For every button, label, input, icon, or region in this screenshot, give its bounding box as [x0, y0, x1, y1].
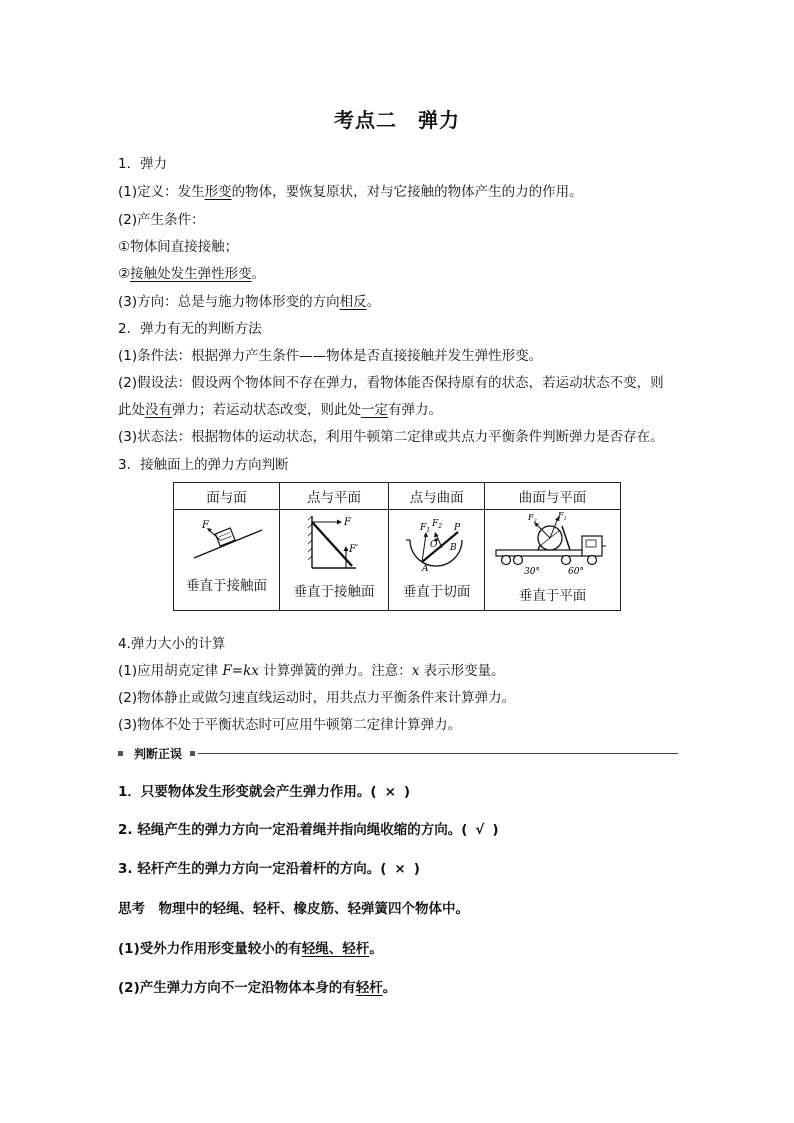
think-prompt: 思考 物理中的轻绳、轻杆、橡皮筋、轻弹簧四个物体中。 — [118, 901, 469, 917]
section-1-heading: 1．弹力 — [118, 156, 168, 172]
table-header: 点与曲面 — [389, 483, 485, 510]
table-cell-curve-plane — [485, 510, 621, 611]
condition-2: ②接触处发生弹性形变。 — [118, 266, 266, 282]
judge-q1: 1．只要物体发生形变就会产生弹力作用。( × ) — [118, 784, 411, 800]
blank-answer: 接触处发生弹性形变 — [130, 266, 252, 282]
judge-label: 判断正误 — [130, 745, 186, 762]
answer-mark: √ — [475, 822, 485, 838]
point-label: O — [429, 540, 437, 550]
method-1: (1)条件法：根据弹力产生条件——物体是否直接接触并发生弹性形变。 — [118, 348, 543, 364]
table-cell-point-plane — [279, 510, 388, 611]
truck-cylinder-diagram — [488, 510, 618, 578]
force-label: $F_2$ — [527, 513, 537, 524]
bowl-rod-diagram — [392, 510, 482, 574]
bar-square-icon — [118, 751, 123, 756]
point-label: P — [453, 523, 460, 533]
blank-answer: 轻杆 — [355, 980, 383, 996]
method-2a: (2)假设法：假设两个物体间不存在弹力，看物体能否保持原有的状态，若运动状态不变，则 — [118, 375, 664, 391]
judge-q2: 2. 轻绳产生的弹力方向一定沿着绳并指向绳收缩的方向。( √ ) — [118, 822, 499, 838]
blank-answer: 没有 — [145, 402, 172, 418]
blank-answer: 一定 — [361, 402, 388, 418]
condition-heading: (2)产生条件： — [118, 212, 205, 228]
direction-table — [173, 482, 621, 611]
point-label: A — [421, 564, 429, 574]
blank-answer: 轻绳、轻杆 — [301, 941, 370, 957]
bar-square-icon — [190, 751, 195, 756]
incline-block-diagram — [176, 510, 276, 568]
section-2-heading: 2．弹力有无的判断方法 — [118, 321, 262, 337]
judge-section-bar — [118, 745, 678, 763]
force-label: $F_2$ — [431, 519, 442, 530]
table-header: 曲面与平面 — [485, 483, 621, 510]
definition-line: (1)定义：发生形变的物体，要恢复原状，对与它接触的物体产生的力的作用。 — [118, 184, 583, 200]
direction-line: (3)方向：总是与施力物体形变的方向相反。 — [118, 294, 381, 310]
method-2b: 此处没有弹力；若运动状态改变，则此处一定有弹力。 — [118, 402, 442, 418]
table-caption: 垂直于切面 — [402, 584, 471, 600]
method-3: (3)状态法：根据物体的运动状态，利用牛顿第二定律或共点力平衡条件判断弹力是否存在。 — [118, 429, 664, 445]
blank-answer: 形变 — [204, 184, 232, 200]
table-caption: 垂直于平面 — [518, 588, 587, 604]
table-header: 面与面 — [174, 483, 280, 510]
point-label: B — [449, 543, 457, 553]
answer-mark: × — [394, 861, 406, 877]
divider — [198, 753, 678, 754]
calc-2: (2)物体静止或做匀速直线运动时，用共点力平衡条件来计算弹力。 — [118, 690, 516, 706]
table-caption: 垂直于接触面 — [293, 584, 375, 600]
force-label: F′ — [349, 544, 359, 555]
section-4-heading: 4.弹力大小的计算 — [118, 636, 226, 652]
calc-3: (3)物体不处于平衡状态时可应用牛顿第二定律计算弹力。 — [118, 717, 462, 733]
force-label: $F_1$ — [557, 511, 567, 522]
force-label: F — [344, 517, 351, 528]
calc-1: (1)应用胡克定律 F=kx 计算弹簧的弹力。注意：x 表示形变量。 — [118, 663, 505, 679]
blank-answer: 相反 — [339, 294, 367, 310]
table-header: 点与平面 — [279, 483, 388, 510]
table-cell-point-curve — [389, 510, 485, 611]
page-title: 考点二 弹力 — [334, 108, 460, 132]
condition-1: ①物体间直接接触； — [118, 239, 239, 255]
think-answer-1: (1)受外力作用形变量较小的有轻绳、轻杆。 — [118, 941, 383, 957]
section-3-heading: 3．接触面上的弹力方向判断 — [118, 457, 289, 473]
think-answer-2: (2)产生弹力方向不一定沿物体本身的有轻杆。 — [118, 980, 397, 996]
judge-q3: 3. 轻杆产生的弹力方向一定沿着杆的方向。( × ) — [118, 861, 420, 877]
table-caption: 垂直于接触面 — [185, 578, 267, 594]
force-label: $F_1$ — [419, 523, 430, 534]
rod-wall-diagram — [284, 510, 384, 574]
force-label: F — [202, 520, 210, 531]
table-cell-surface-surface — [174, 510, 280, 611]
angle-label: 60° — [567, 567, 584, 577]
answer-mark: × — [384, 784, 396, 800]
angle-label: 30° — [523, 567, 540, 577]
